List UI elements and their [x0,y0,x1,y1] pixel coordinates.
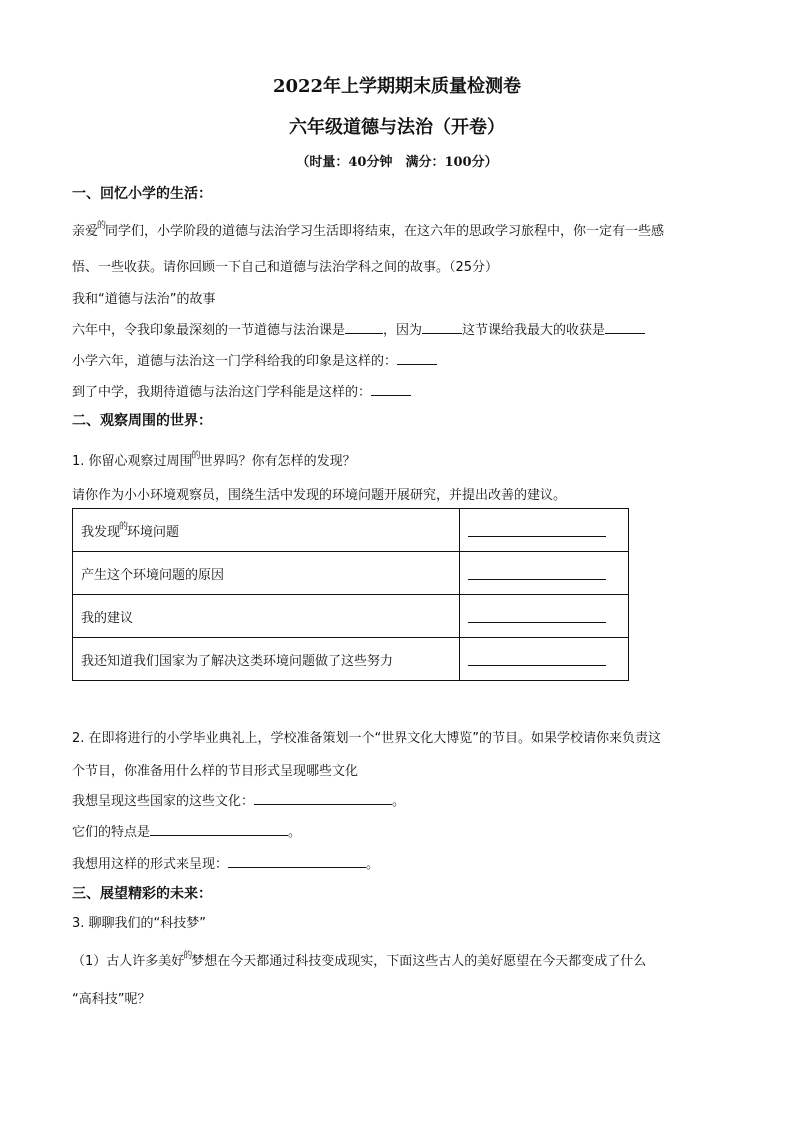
intro-ruby: 的 [97,221,107,231]
table-label: 我发现$^的$环境问题 [73,509,460,552]
story-line-b [72,350,437,369]
line-c-text: 到了中学，我期待道德与法治这门学科能是这样的： [72,385,372,400]
exam-meta: （时量：40分钟 满分：100分） [296,155,498,170]
period: 。 [288,825,302,840]
line-a-part2: ，因为 [383,323,423,338]
q3-text: 3. 聊聊我们的“科技梦” [72,916,207,931]
table-answer-cell[interactable] [460,638,629,681]
q2-answer-b [72,821,301,840]
table-row [73,552,629,595]
q1-post: 世界吗？你有怎样的发现？ [199,454,356,469]
q1-ruby: 的 [191,451,201,461]
q2-c-text: 我想用这样的形式来呈现： [72,857,229,872]
answer-blank-impression[interactable] [397,350,437,365]
q2-answer-c [72,853,379,872]
answer-blank-reason[interactable] [422,319,462,334]
table-answer-cell[interactable] [460,509,629,552]
section-2-heading: 二、观察周围的世界： [72,413,212,429]
q2-a-text: 我想呈现这些国家的这些文化： [72,794,255,809]
section-1-heading: 一、回忆小学的生活： [72,186,212,202]
answer-line[interactable] [468,578,606,580]
q3-1-pre: （1）古人许多美好 [72,954,185,969]
table-label: 我还知道我们国家为了解决这类环境问题做了这些努力 [73,638,460,681]
table-row [73,638,629,681]
table-row [73,509,629,552]
answer-blank-features[interactable] [150,821,288,836]
intro-post: 同学们，小学阶段的道德与法治学习生活即将结束，在这六年的思政学习旅程中，你一定有一些感 [105,224,665,239]
intro-pre: 亲爱 [72,224,99,239]
answer-blank-gain[interactable] [605,319,645,334]
table-label: 产生这个环境问题的原因 [73,552,460,595]
story-title: 我和“道德与法治”的故事 [72,292,216,307]
exam-title: 2022年上学期期末质量检测卷 [272,76,522,97]
q1-text [72,450,356,469]
answer-line[interactable] [468,535,606,537]
story-line-c [72,381,411,400]
line-a-part3: 这节课给我最大的收获是 [462,323,606,338]
table-label: 我的建议 [73,595,460,638]
section-1-intro [72,220,664,239]
table-answer-cell[interactable] [460,552,629,595]
table-row [73,595,629,638]
line-a-part1: 六年中，令我印象最深刻的一节道德与法治课是 [72,323,346,338]
q2-line2: 个节目，你准备用什么样的节目形式呈现哪些文化 [72,764,359,779]
exam-subtitle: 六年级道德与法治（开卷） [289,117,505,138]
answer-blank-lesson[interactable] [345,319,383,334]
q3-1-post: 梦想在今天都通过科技变成现实，下面这些古人的美好愿望在今天都变成了什么 [191,954,647,969]
q3-1-text [72,950,646,969]
period: 。 [366,857,380,872]
q1-task: 请你作为小小环境观察员，围绕生活中发现的环境问题开展研究，并提出改善的建议。 [72,488,567,503]
answer-line[interactable] [468,621,606,623]
environment-table [72,508,629,681]
answer-line[interactable] [468,664,606,666]
answer-blank-cultures[interactable] [254,790,392,805]
q2-line1: 2. 在即将进行的小学毕业典礼上，学校准备策划一个“世界文化大博览”的节目。如果学校请你来负责这 [72,731,662,746]
q3-1-line2: “高科技”呢？ [72,992,151,1007]
section-1-intro-line2: 悟、一些收获。请你回顾一下自己和道德与法治学科之间的故事。（25分） [72,260,499,275]
q2-answer-a [72,790,405,809]
story-line-a [72,319,645,338]
q3-1-ruby: 的 [183,951,193,961]
q1-pre: 1. 你留心观察过周围 [72,454,193,469]
q2-b-text: 它们的特点是 [72,825,151,840]
answer-blank-expectation[interactable] [371,381,411,396]
answer-blank-form[interactable] [228,853,366,868]
section-3-heading: 三、展望精彩的未来： [72,886,212,902]
period: 。 [392,794,406,809]
table-answer-cell[interactable] [460,595,629,638]
line-b-text: 小学六年，道德与法治这一门学科给我的印象是这样的： [72,354,398,369]
